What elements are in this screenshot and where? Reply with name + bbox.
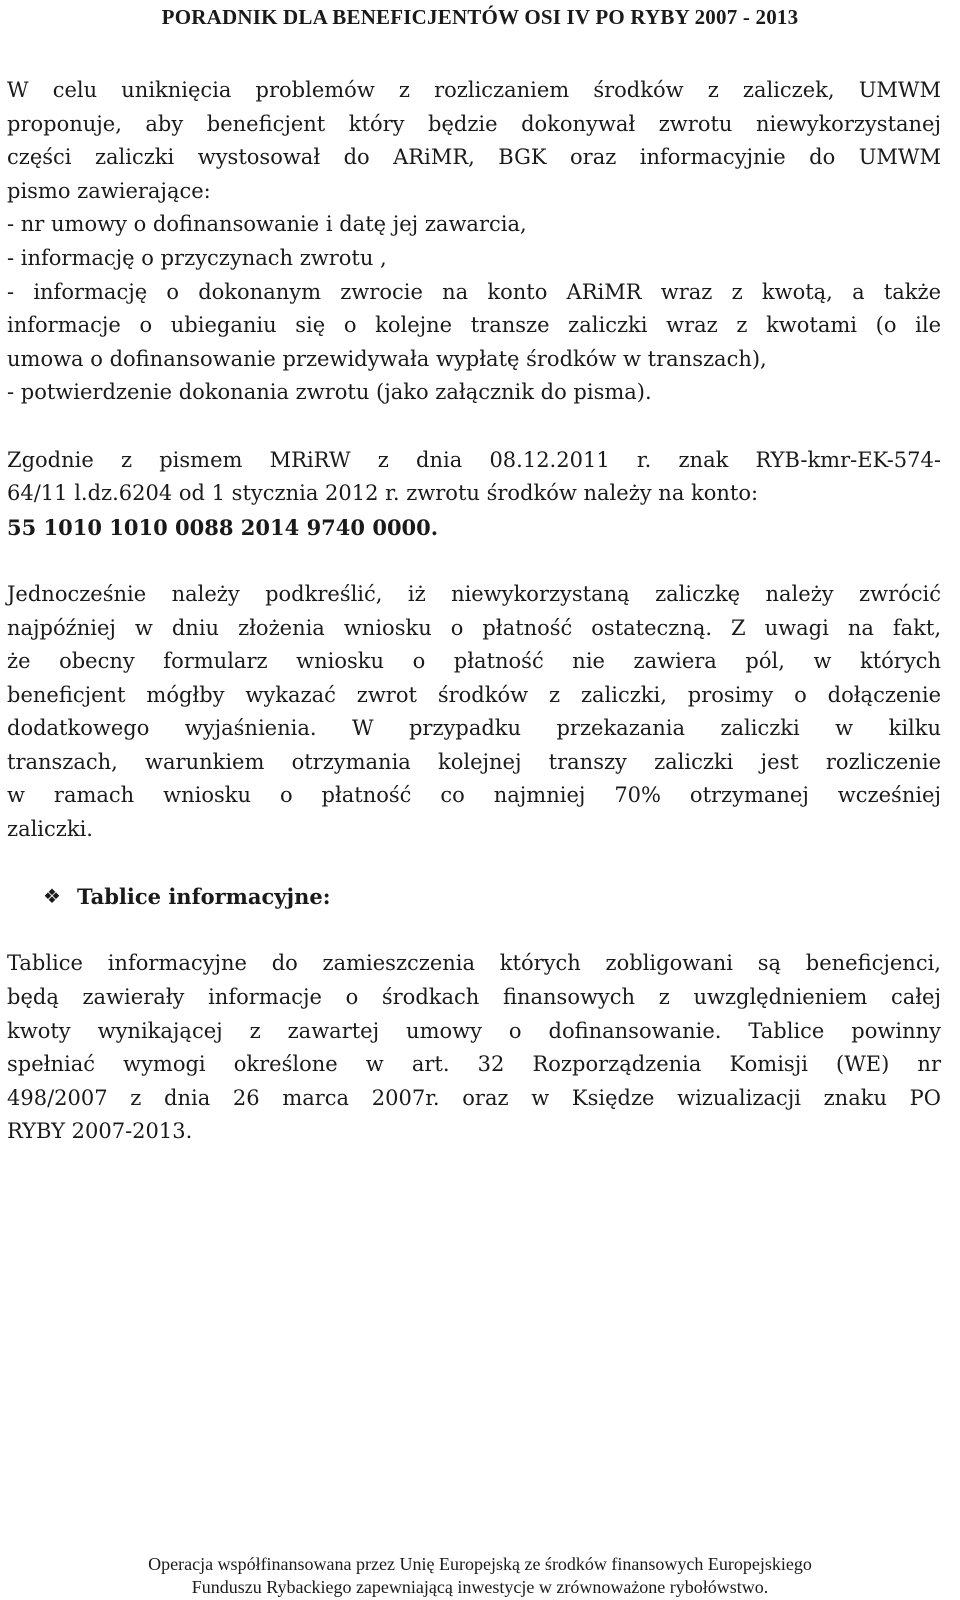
text-line: kwoty wynikającej z zawartej umowy o dofinansowanie. Tablice powinny [7, 1018, 941, 1043]
text-line: W celu uniknięcia problemów z rozliczaniem środków z zaliczek, UMWM [7, 78, 941, 102]
text-line: będą zawierały informacje o środkach finansowych z uwzględnieniem całej [7, 985, 941, 1010]
list-item: - nr umowy o dofinansowanie i datę jej zawarcia, [7, 212, 527, 237]
text-line: pismo zawierające: [7, 178, 211, 203]
list-item: - informację o przyczynach zwrotu , [7, 245, 387, 270]
text-line: 498/2007 z dnia 26 marca 2007r. oraz w Księdze wizualizacji znaku PO [7, 1085, 941, 1110]
spacer [7, 914, 941, 948]
text-line: Zgodnie z pismem MRiRW z dnia 08.12.2011 r. znak RYB-kmr-EK-574- [7, 447, 941, 472]
footer-line: Operacja współfinansowana przez Unię Europejską ze środków finansowych Europejskiego [148, 1554, 812, 1574]
text-line: Tablice informacyjne do zamieszczenia których zobligowani są beneficjenci, [7, 951, 941, 976]
text-line: transzach, warunkiem otrzymania kolejnej transzy zaliczki jest rozliczenie [7, 749, 941, 774]
intro-paragraph [7, 74, 941, 208]
section-heading [7, 880, 941, 914]
text-line: zaliczki. [7, 817, 93, 842]
text-line: najpóźniej w dniu złożenia wniosku o płatność ostateczną. Z uwagi na fakt, [7, 615, 941, 640]
document-body [7, 74, 941, 1149]
text-line: spełniać wymogi określone w art. 32 Rozporządzenia Komisji (WE) nr [7, 1052, 941, 1077]
page-footer [0, 1553, 960, 1599]
text-line: że obecny formularz wniosku o płatność nie zawiera pól, w których [7, 649, 941, 674]
list-item: - potwierdzenie dokonania zwrotu (jako załącznik do pisma). [7, 380, 652, 405]
list-item-continuation: informacje o ubieganiu się o kolejne transze zaliczki wraz z kwotami (o ile [7, 313, 941, 338]
text-line: dodatkowego wyjaśnienia. W przypadku przekazania zaliczki w kilku [7, 716, 941, 741]
account-number: 55 1010 1010 0088 2014 9740 0000. [7, 514, 439, 540]
text-line: Jednocześnie należy podkreślić, iż niewykorzystaną zaliczkę należy zwrócić [7, 581, 941, 606]
text-line: beneficjent mógłby wykazać zwrot środków z zaliczki, prosimy o dołączenie [7, 682, 941, 707]
spacer [7, 410, 941, 444]
list-item-continuation: umowa o dofinansowanie przewidywała wypłatę środków w transzach), [7, 346, 767, 371]
requirements-list [7, 208, 941, 410]
footer-line: Funduszu Rybackiego zapewniającą inwestycje w zrównoważone rybołówstwo. [191, 1577, 769, 1597]
text-line: części zaliczki wystosował do ARiMR, BGK oraz informacyjnie do UMWM [7, 145, 941, 170]
text-line: w ramach wniosku o płatność co najmniej 70% otrzymanej wcześniej [7, 783, 941, 808]
section-title: Tablice informacyjne: [77, 884, 331, 910]
text-line: proponuje, aby beneficjent który będzie dokonywał zwrotu niewykorzystanej [7, 111, 941, 136]
page-header: PORADNIK DLA BENEFICJENTÓW OSI IV PO RYBY 2007 - 2013 [161, 5, 799, 29]
spacer [7, 847, 941, 881]
text-line: RYBY 2007-2013. [7, 1119, 193, 1144]
information-boards-paragraph [7, 947, 941, 1149]
spacer [7, 544, 941, 578]
advance-return-paragraph [7, 578, 941, 847]
letter-reference-paragraph [7, 444, 941, 545]
diamond-bullet-icon: ❖ [43, 884, 61, 909]
text-line: 64/11 l.dz.6204 od 1 stycznia 2012 r. zwrotu środków należy na konto: [7, 481, 759, 506]
list-item: - informację o dokonanym zwrocie na konto ARiMR wraz z kwotą, a także [7, 279, 941, 304]
